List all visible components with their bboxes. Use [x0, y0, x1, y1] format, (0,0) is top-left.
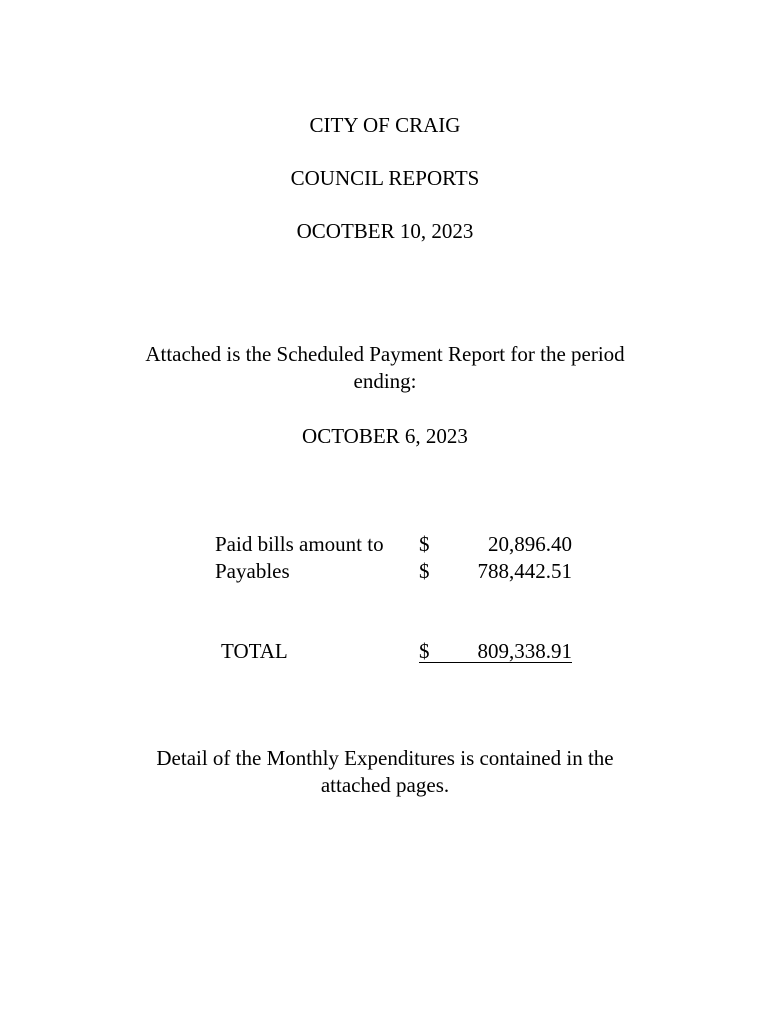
report-date: OCOTBER 10, 2023: [296, 219, 474, 243]
total-label: TOTAL: [221, 639, 288, 663]
footer-paragraph: [110, 745, 660, 799]
report-title: COUNCIL REPORTS: [290, 166, 480, 190]
amount-row-payables: [0, 558, 770, 585]
total-value: 809,338.91: [477, 639, 572, 663]
total-row: [0, 638, 770, 665]
amount-label: Payables: [215, 559, 290, 583]
intro-line-2: ending:: [353, 369, 417, 393]
footer-line-1: Detail of the Monthly Expenditures is contained in the: [156, 746, 614, 770]
period-end-date: OCTOBER 6, 2023: [302, 424, 468, 448]
footer-line-2: attached pages.: [320, 773, 450, 797]
amount-value: 788,442.51: [477, 559, 572, 583]
intro-paragraph: [110, 341, 660, 395]
amount-label: Paid bills amount to: [215, 532, 384, 556]
currency-symbol: $: [419, 559, 430, 583]
city-title: CITY OF CRAIG: [309, 113, 461, 137]
amount-row-paid-bills: [0, 531, 770, 558]
currency-symbol: $: [419, 532, 430, 556]
amount-value: 20,896.40: [488, 532, 572, 556]
total-underline: [419, 662, 572, 663]
total-currency-symbol: $: [419, 639, 430, 663]
intro-line-1: Attached is the Scheduled Payment Report for the period: [145, 342, 625, 366]
